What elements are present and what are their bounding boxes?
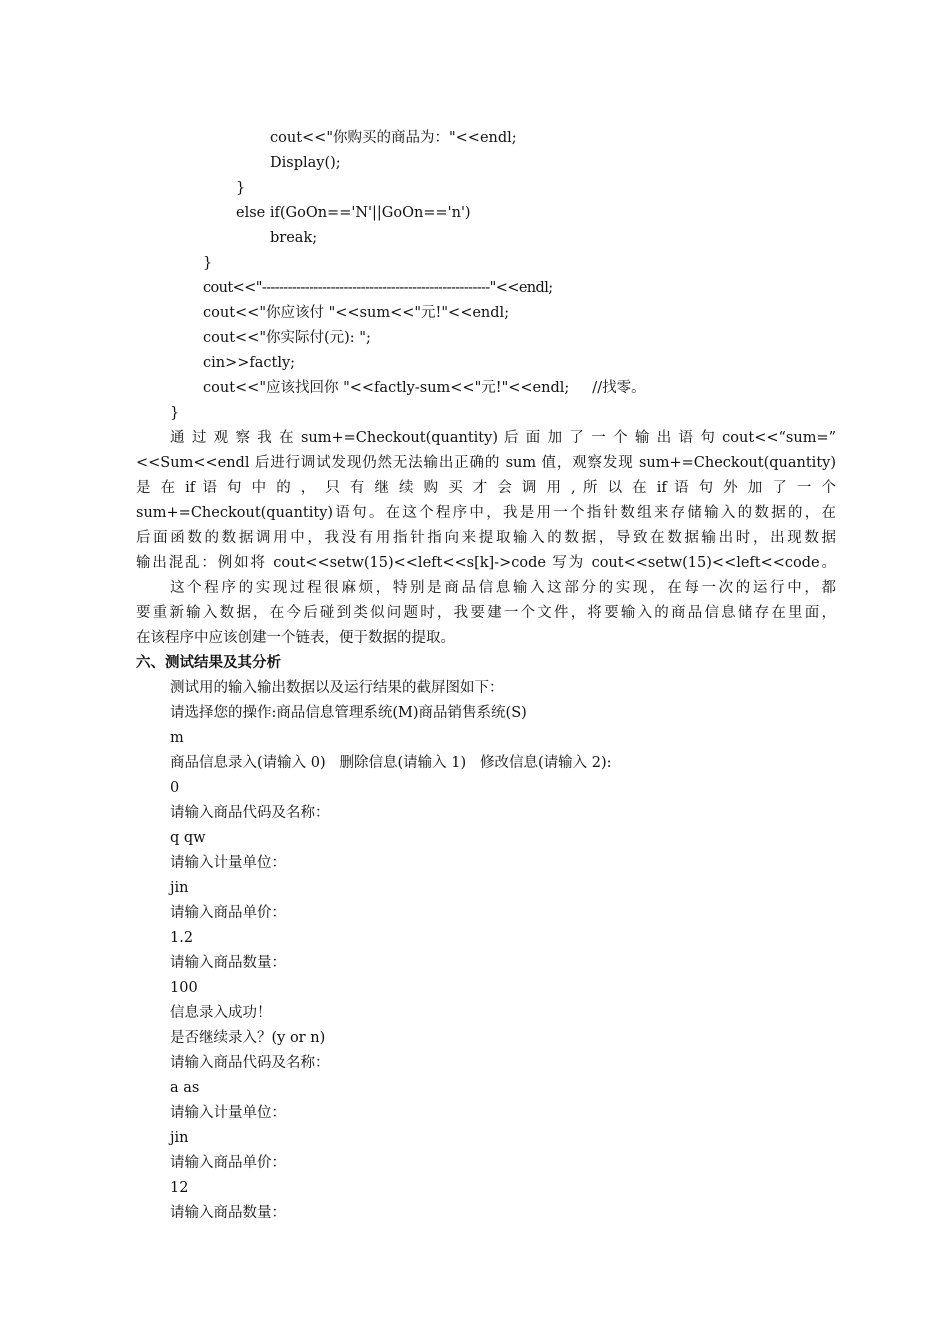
paragraph-line: 这个程序的实现过程很麻烦，特别是商品信息输入这部分的实现，在每一次的运行中，都 [170,580,836,596]
test-line: 12 [170,1180,189,1196]
paragraph-line: 是 在 if 语 句 中 的 ， 只 有 继 续 购 买 才 会 调 用 , 所 以 在 if 语 句 外 加 了 一 个 [136,480,836,496]
paragraph-line: <<Sum<<endl 后进行调试发现仍然无法输出正确的 sum 值，观察发现 sum+=Checkout(quantity) [136,455,836,471]
paragraph-line: 后面函数的数据调用中，我没有用指针指向来提取输入的数据，导致在数据输出时，出现数据 [136,530,836,546]
paragraph-line: sum+=Checkout(quantity)语句。在这个程序中，我是用一个指针数组来存储输入的数据的，在 [136,505,836,521]
test-line: 1.2 [170,930,194,946]
code-line: break; [270,230,318,246]
paragraph-line: 通 过 观 察 我 在 sum+=Checkout(quantity) 后 面 加 了 一 个 输 出 语 句 cout<<“sum=” [170,430,836,446]
test-line: q qw [170,830,206,846]
section-heading: 六、测试结果及其分析 [136,655,281,671]
code-line: } [203,255,213,271]
test-line: 100 [170,980,198,996]
code-line: cout<<"你购买的商品为："<<endl; [270,130,517,146]
test-line: m [170,730,184,746]
test-line: a as [170,1080,200,1096]
code-line: cout<<"你应该付 "<<sum<<"元!"<<endl; [203,305,510,321]
reflection-paragraph [136,576,836,651]
test-line: 请输入计量单位： [170,1105,286,1121]
test-line: 商品信息录入(请输入 0) 删除信息(请输入 1) 修改信息(请输入 2): [170,755,612,771]
test-line: 0 [170,780,180,796]
test-line: 请输入商品代码及名称： [170,1055,330,1071]
test-line: 信息录入成功！ [170,1005,272,1021]
test-line: 测试用的输入输出数据以及运行结果的截屏图如下： [170,680,504,696]
code-line: cout<<"应该找回你 "<<factly-sum<<"元!"<<endl; //找零。 [203,380,646,396]
code-line: cout<<"-----------------------------------------------------"<<endl; [203,280,553,296]
code-line: cin>>factly; [203,355,296,371]
test-line: 请输入商品数量： [170,1205,286,1221]
test-line: 请输入计量单位： [170,855,286,871]
code-line: } [236,180,246,196]
code-line: cout<<"你实际付(元): "; [203,330,371,346]
test-line: 请输入商品代码及名称： [170,805,330,821]
test-line: 请选择您的操作:商品信息管理系统(M)商品销售系统(S) [170,705,527,721]
test-line: 请输入商品单价： [170,1155,286,1171]
debug-paragraph [136,426,836,576]
test-line: 请输入商品数量： [170,955,286,971]
test-line: jin [170,1130,189,1146]
code-line: Display(); [270,155,341,171]
test-line: jin [170,880,189,896]
paragraph-line: 要重新输入数据，在今后碰到类似问题时，我要建一个文件，将要输入的商品信息储存在里面， [136,605,836,621]
test-line: 请输入商品单价： [170,905,286,921]
code-line: } [170,405,180,421]
code-line: else if(GoOn=='N'||GoOn=='n') [236,205,471,221]
paragraph-line: 输出混乱：例如将 cout<<setw(15)<<left<<s[k]->code 写为 cout<<setw(15)<<left<<code。 [136,555,836,571]
test-line: 是否继续录入？(y or n) [170,1030,326,1046]
paragraph-line: 在该程序中应该创建一个链表，便于数据的提取。 [136,630,455,646]
